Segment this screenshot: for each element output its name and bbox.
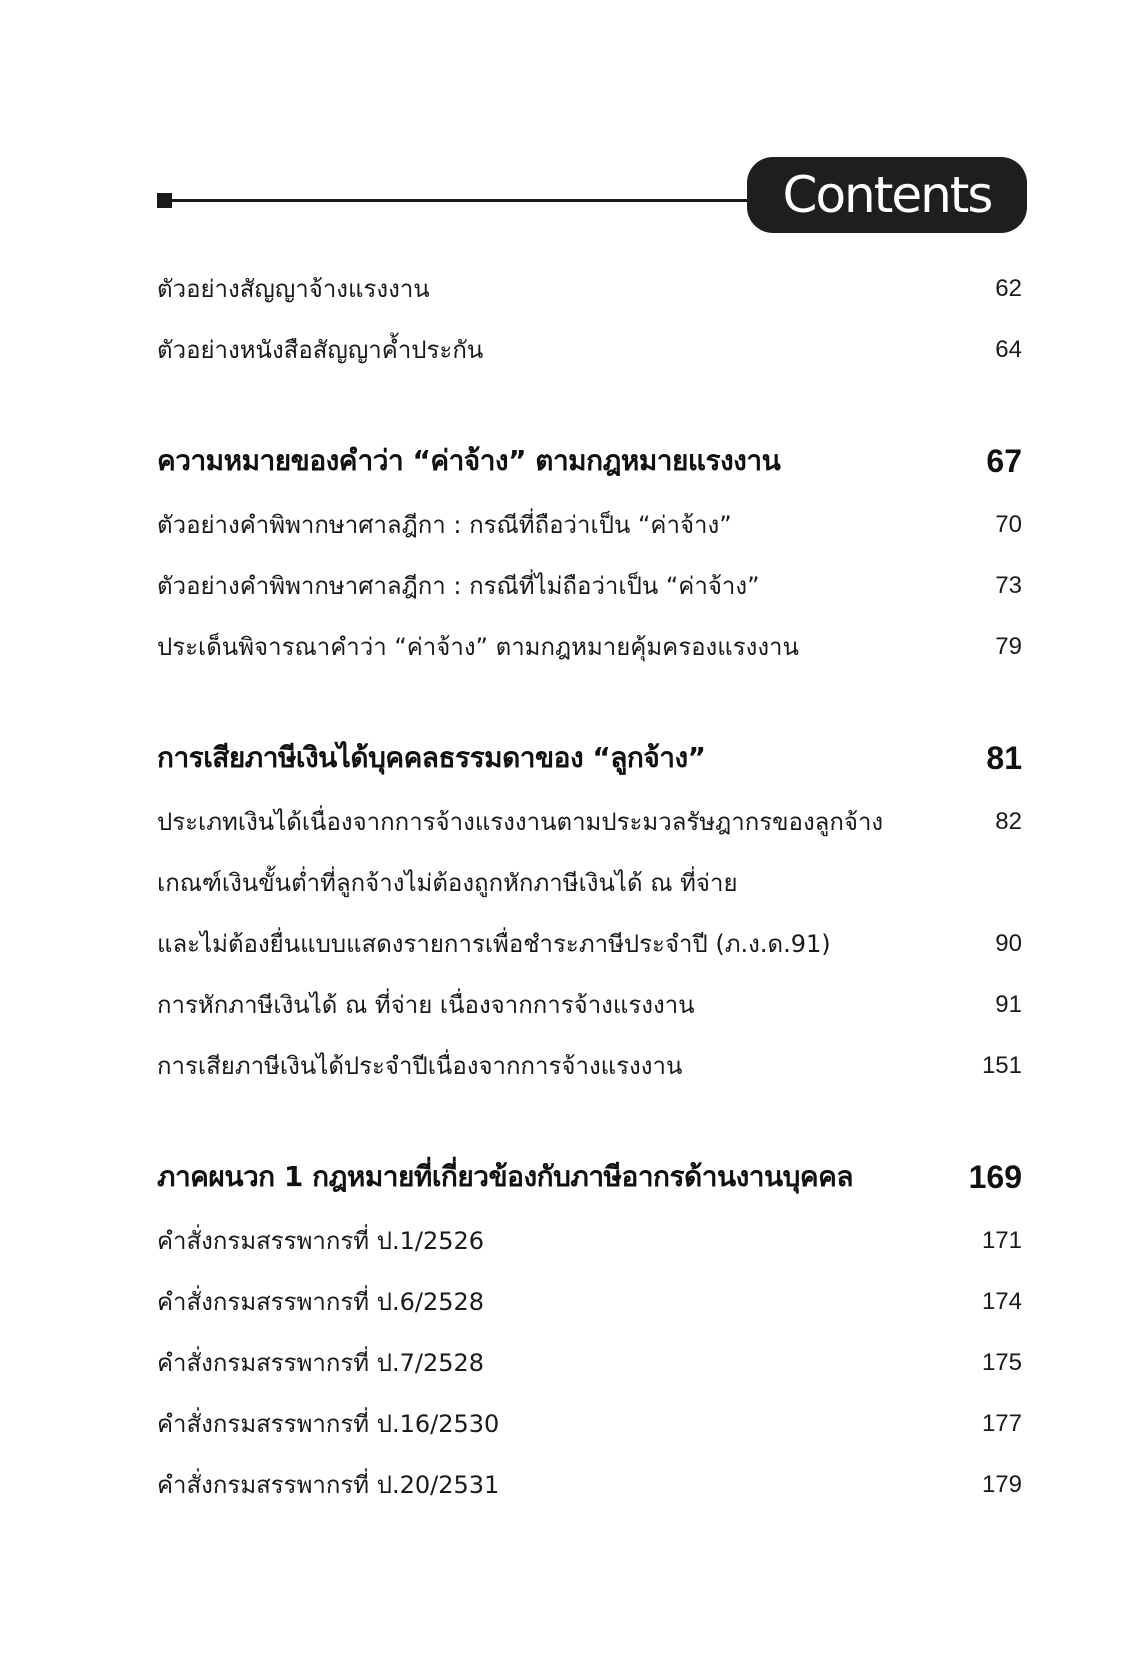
toc-entry-label: ตัวอย่างคำพิพากษาศาลฎีกา : กรณีที่ถือว่าเป็น “ค่าจ้าง” [157,511,732,539]
section-gap [157,1096,1022,1144]
toc-entry-label: และไม่ต้องยื่นแบบแสดงรายการเพื่อชำระภาษีประจำปี (ภ.ง.ด.91) [157,930,831,958]
toc-entry[interactable] [157,1035,1022,1096]
toc-entry[interactable] [157,1271,1022,1332]
toc-entry-label: คำสั่งกรมสรรพากรที่ ป.6/2528 [157,1288,485,1316]
toc-entry-page: 179 [981,1470,1022,1498]
toc-entry-label: คำสั่งกรมสรรพากรที่ ป.16/2530 [157,1410,500,1438]
toc-entry-page: 62 [995,274,1022,302]
toc-entry-page: 64 [995,335,1022,363]
section-gap [157,380,1022,428]
toc-entry-label: คำสั่งกรมสรรพากรที่ ป.1/2526 [157,1227,485,1255]
contents-title: Contents [782,166,992,224]
toc-heading-label: การเสียภาษีเงินได้บุคคลธรรมดาของ “ลูกจ้าง” [157,741,706,774]
toc-entry-label: การเสียภาษีเงินได้ประจำปีเนื่องจากการจ้างแรงงาน [157,1052,683,1080]
toc-entry[interactable] [157,1454,1022,1515]
toc-entry-page: 175 [981,1348,1022,1376]
toc-entry-label: การหักภาษีเงินได้ ณ ที่จ่าย เนื่องจากการจ้างแรงงาน [157,991,695,1019]
section-gap [157,677,1022,725]
toc-entry[interactable] [157,913,1022,974]
toc-entry[interactable] [157,1210,1022,1271]
toc-entry-page: 70 [995,510,1022,538]
toc-entry-label: ประเภทเงินได้เนื่องจากการจ้างแรงงานตามประมวลรัษฎากรของลูกจ้าง [157,808,884,836]
toc-entry-label: เกณฑ์เงินขั้นต่ำที่ลูกจ้างไม่ต้องถูกหักภาษีเงินได้ ณ ที่จ่าย [157,869,738,897]
toc-heading-page: 169 [968,1158,1022,1195]
toc-entry-page: 90 [995,929,1022,957]
toc-entry-page: 91 [995,990,1022,1018]
toc-entry[interactable] [157,1393,1022,1454]
toc-entry-page: 79 [995,632,1022,660]
header-rule [170,199,760,202]
toc-entry-page: 151 [981,1051,1022,1079]
toc-heading-page: 81 [986,739,1022,776]
table-of-contents [157,258,1022,1515]
toc-heading-label: ภาคผนวก 1 กฎหมายที่เกี่ยวข้องกับภาษีอากรด้านงานบุคคล [157,1160,854,1193]
toc-section-heading[interactable] [157,725,1022,791]
toc-entry-label: ตัวอย่างสัญญาจ้างแรงงาน [157,275,430,303]
toc-entry[interactable] [157,852,1022,913]
contents-header [0,0,1142,240]
toc-entry-page: 171 [981,1226,1022,1254]
toc-entry-label: คำสั่งกรมสรรพากรที่ ป.7/2528 [157,1349,485,1377]
toc-entry[interactable] [157,319,1022,380]
toc-entry-page: 174 [981,1287,1022,1315]
toc-entry[interactable] [157,616,1022,677]
toc-heading-label: ความหมายของคำว่า “ค่าจ้าง” ตามกฎหมายแรงงาน [157,444,781,477]
toc-entry-label: ตัวอย่างหนังสือสัญญาค้ำประกัน [157,336,484,364]
toc-entry-page: 177 [981,1409,1022,1437]
toc-entry-label: คำสั่งกรมสรรพากรที่ ป.20/2531 [157,1471,500,1499]
toc-entry-label: ตัวอย่างคำพิพากษาศาลฎีกา : กรณีที่ไม่ถือว่าเป็น “ค่าจ้าง” [157,572,760,600]
toc-entry-page: 82 [995,807,1022,835]
toc-heading-page: 67 [986,442,1022,479]
toc-entry[interactable] [157,974,1022,1035]
toc-entry[interactable] [157,494,1022,555]
toc-entry-label: ประเด็นพิจารณาคำว่า “ค่าจ้าง” ตามกฎหมายคุ้มครองแรงงาน [157,633,799,661]
toc-section-heading[interactable] [157,428,1022,494]
toc-entry[interactable] [157,1332,1022,1393]
toc-entry[interactable] [157,555,1022,616]
toc-entry[interactable] [157,791,1022,852]
toc-entry[interactable] [157,258,1022,319]
toc-entry-page: 73 [995,571,1022,599]
contents-title-pill [747,157,1027,233]
toc-section-heading[interactable] [157,1144,1022,1210]
